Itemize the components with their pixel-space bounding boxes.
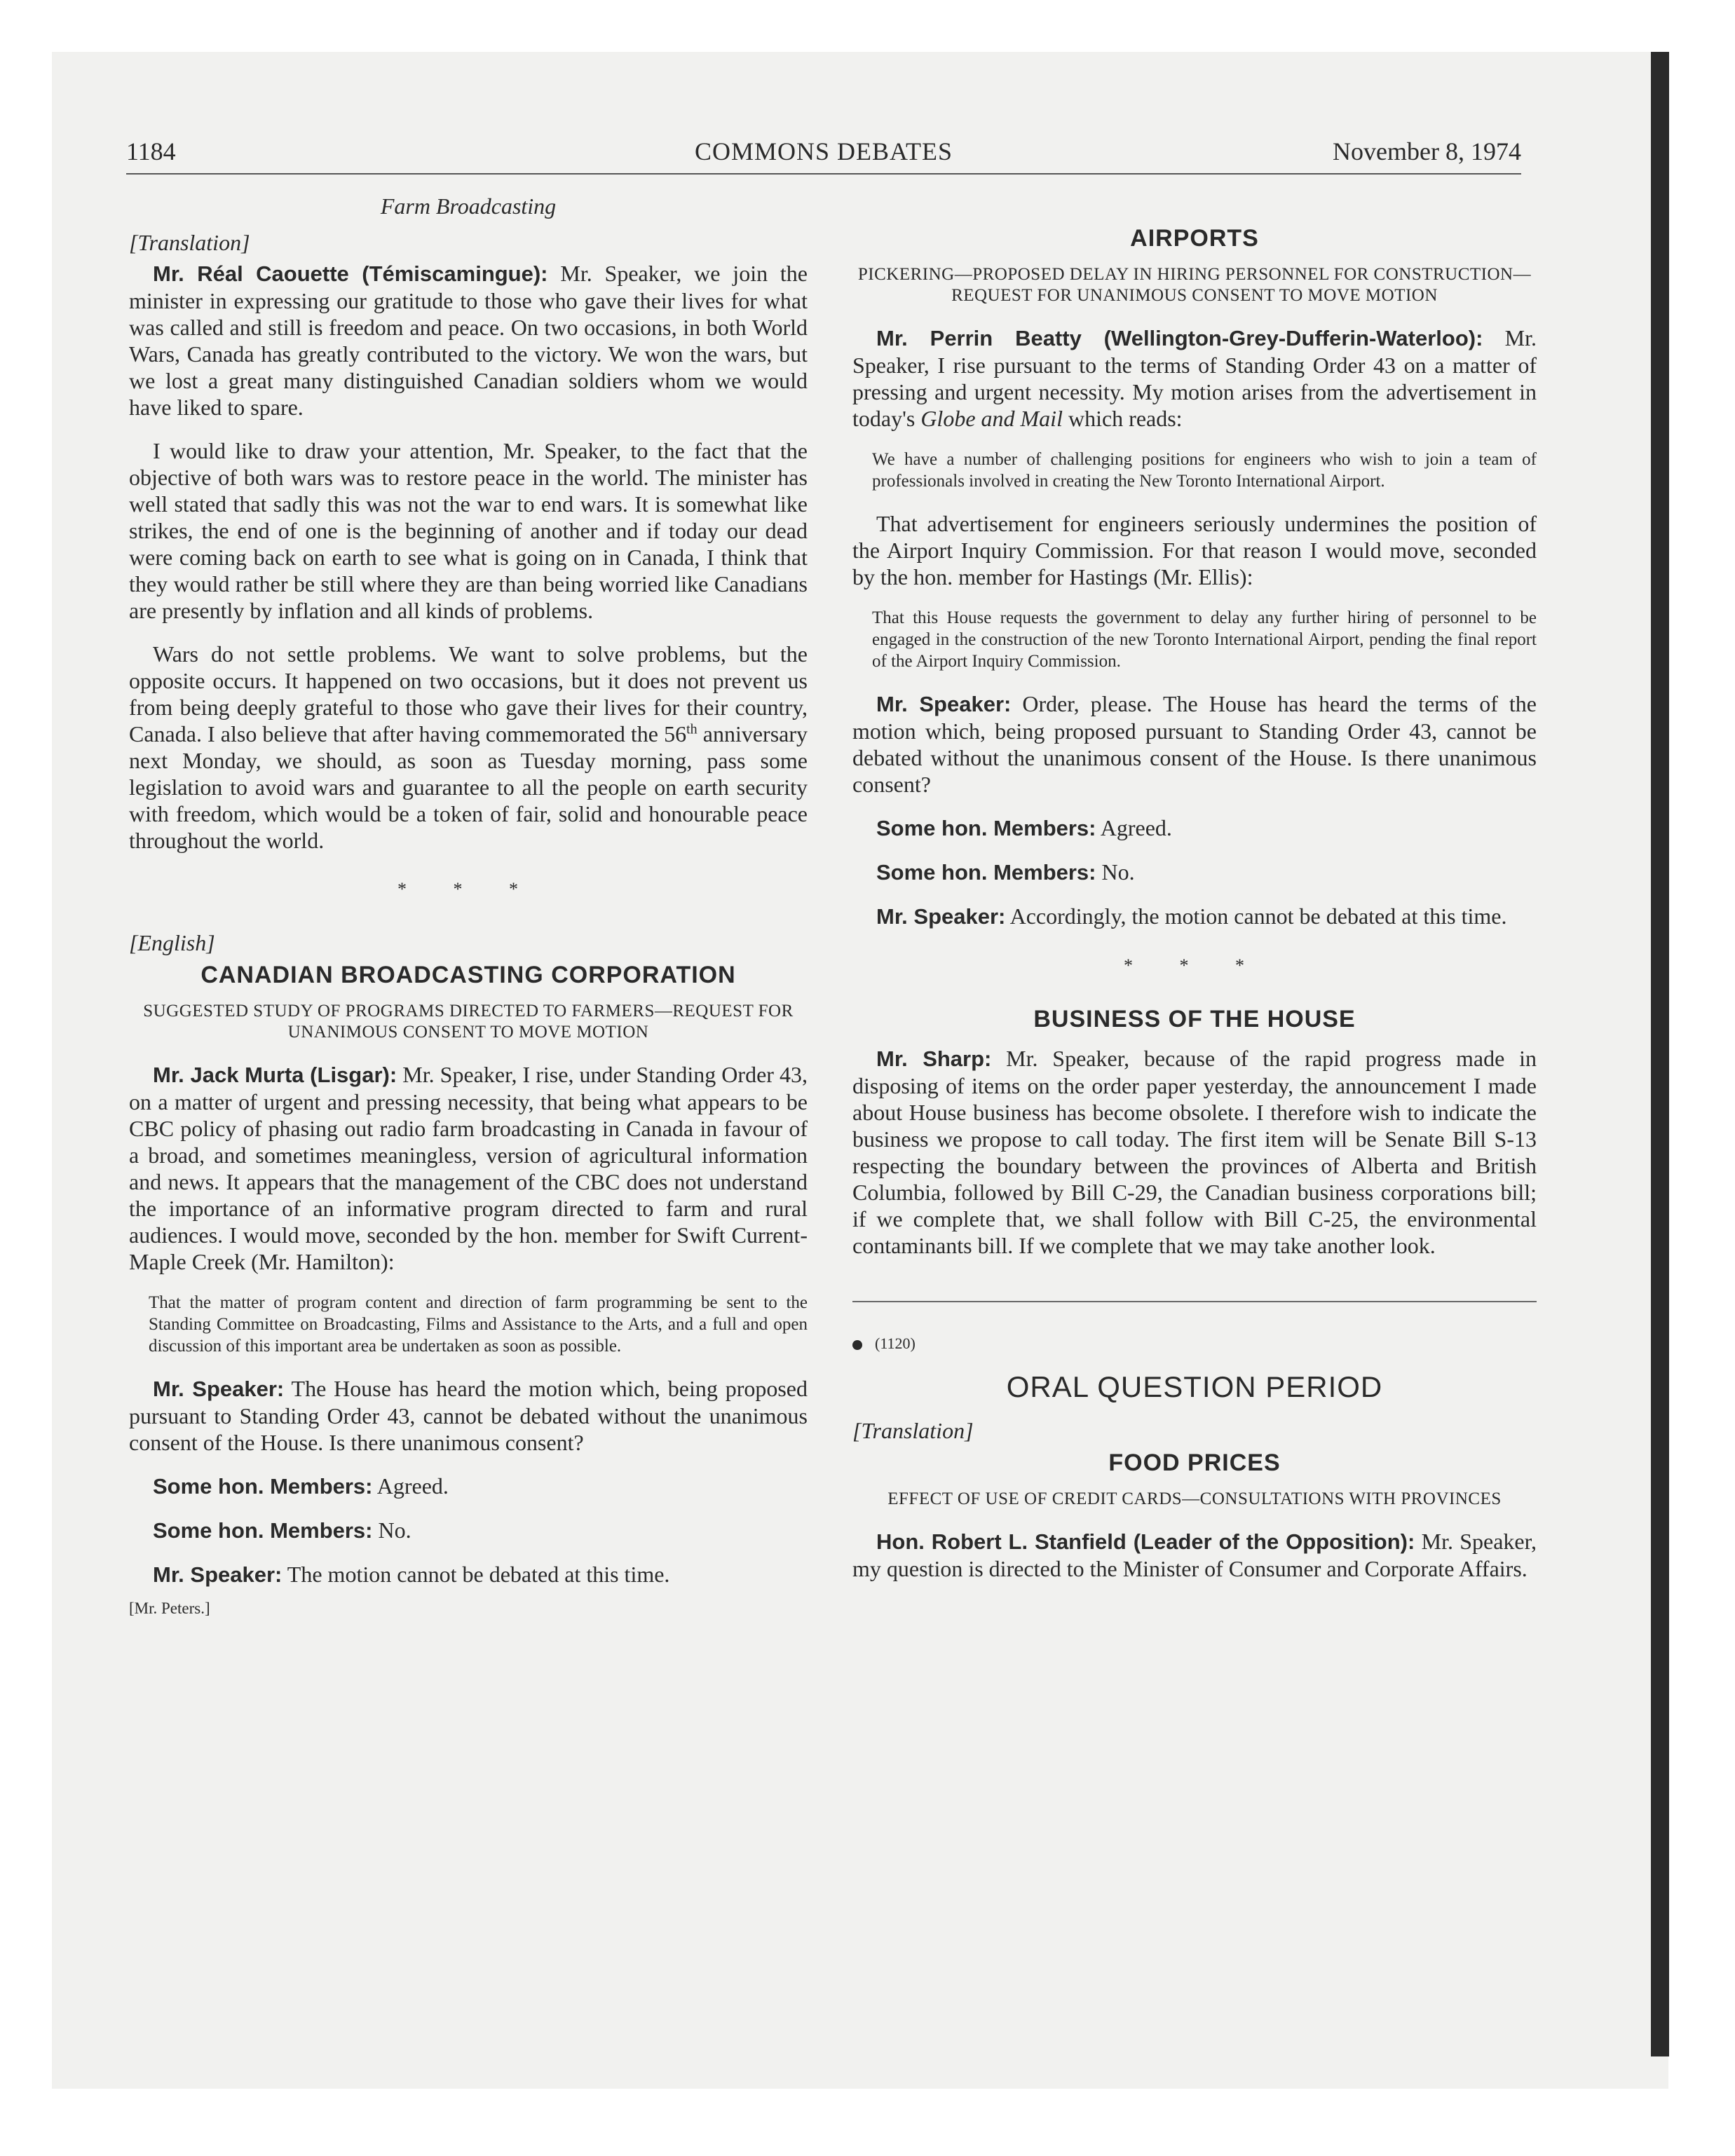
paragraph-text: Mr. Speaker, my question is directed to the Minister of Consumer and Corporate Affairs. (852, 1529, 1537, 1581)
binding-edge (1651, 52, 1669, 2056)
section-heading: FOOD PRICES (1108, 1449, 1281, 1476)
running-header (126, 137, 1521, 175)
section-heading: BUSINESS OF THE HOUSE (1033, 1006, 1356, 1032)
publication-title: COMMONS DEBATES (694, 137, 953, 165)
section-subheading: Farm Broadcasting (380, 193, 557, 219)
timecode-text: (1120) (875, 1335, 916, 1352)
footer-note: [Mr. Peters.] (129, 1599, 210, 1617)
paragraph (852, 690, 1537, 798)
paragraph-text: The motion cannot be debated at this time. (287, 1562, 670, 1587)
speaker-name: Mr. Sharp: (876, 1046, 992, 1071)
right-column (852, 193, 1537, 1599)
paragraph-text: Mr. Speaker, I rise, under Standing Order 43, on a matter of urgent and pressing necessity, that being what appears to be CBC policy of phasing out radio farm broadcasting in Canada in favour of a broad, and sometimes meaningless, version of agricultural information and news. It appears that the management of the CBC does not understand the importance of an informative program directed to farm and rural audiences. I would move, seconded by the hon. member for Swift Current-Maple Creek (Mr. Hamilton): (129, 1062, 808, 1274)
italic-text: Globe and Mail (920, 406, 1063, 431)
speaker-name: Some hon. Members: (876, 816, 1096, 840)
paragraph-text: Mr. Speaker, because of the rapid progress made in disposing of items on the order paper yesterday, the announcement I made about House business has become obsolete. I therefore wish to indicate the business we propose to call today. The first item will be Senate Bill S-13 respecting the boundary between the provinces of Alberta and British Columbia, followed by Bill C-29, the Canadian business corporations bill; if we complete that, we shall follow with Bill C-25, the environmental contaminants bill. If we complete that we may take another look. (852, 1046, 1537, 1258)
paragraph: That advertisement for engineers seriously undermines the position of the Airport Inquiry Commission. For that reason I would move, seconded by the hon. member for Hastings (Mr. Ellis): (852, 511, 1537, 589)
paragraph (129, 1561, 808, 1588)
paragraph (129, 641, 808, 854)
paragraph-text: Mr. Speaker, I rise pursuant to the terms of Standing Order 43 on a matter of pressing and urgent necessity. My motion arises from the advertisement in today's (852, 325, 1537, 431)
section-subhead: PICKERING—PROPOSED DELAY IN HIRING PERSONNEL FOR CONSTRUCTION—REQUEST FOR UNANIMOUS CONSENT TO MOVE MOTION (857, 265, 1532, 305)
paragraph-text: The House has heard the motion which, being proposed pursuant to Standing Order 43, cannot be debated without the unanimous consent of the House. Is there unanimous consent? (129, 1376, 808, 1455)
major-heading: ORAL QUESTION PERIOD (1006, 1370, 1383, 1403)
speaker-name: Mr. Perrin Beatty (Wellington-Grey-Dufferin-Waterloo): (876, 326, 1483, 350)
left-column (129, 193, 808, 1622)
speaker-name: Mr. Speaker: (153, 1562, 283, 1587)
speaker-name: Some hon. Members: (876, 860, 1096, 885)
paragraph (852, 1528, 1537, 1582)
speaker-name: Mr. Speaker: (876, 692, 1012, 716)
speaker-name: Mr. Speaker: (876, 904, 1006, 929)
horizontal-rule (852, 1301, 1537, 1302)
paragraph-text: Accordingly, the motion cannot be debated at this time. (1009, 903, 1507, 929)
speaker-name: Mr. Réal Caouette (Témiscamingue): (153, 261, 548, 286)
motion-quote: That this House requests the government to delay any further hiring of personnel to be engaged in the construction of the new Toronto International Airport, pending the final report of the Airport Inquiry Commission. (872, 608, 1537, 671)
issue-date: November 8, 1974 (1333, 137, 1521, 165)
paragraph (129, 1517, 808, 1544)
paragraph-text: anniversary next Monday, we should, as soon as Tuesday morning, pass some legislation to avoid wars and guarantee to all the people on earth security with freedom, which would be a token of fair, solid and honourable peace throughout the world. (129, 721, 808, 853)
motion-quote: That the matter of program content and direction of farm programming be sent to the Standing Committee on Broadcasting, Films and Assistance to the Arts, and a full and open discussion of this important area be undertaken as soon as possible. (149, 1293, 808, 1356)
paragraph (852, 903, 1537, 930)
advertisement-quote: We have a number of challenging positions for engineers who wish to join a team of professionals involved in creating the New Toronto International Airport. (872, 450, 1537, 491)
paragraph-text: Mr. Speaker, we join the minister in expressing our gratitude to those who gave their lives for what was called and still is freedom and peace. On two occasions, in both World Wars, Canada has greatly contributed to the victory. We won the wars, but we lost a great many distinguished Canadian soldiers whom we would have liked to spare. (129, 261, 808, 420)
timecode (852, 1330, 1537, 1357)
paragraph-text: Order, please. The House has heard the terms of the motion which, being proposed pursuant to Standing Order 43, cannot be debated without the unanimous consent of the House. Is there unanimous consent? (852, 691, 1537, 797)
paragraph (129, 260, 808, 421)
section-heading: CANADIAN BROADCASTING CORPORATION (200, 962, 736, 988)
section-subhead: EFFECT OF USE OF CREDIT CARDS—CONSULTATIONS WITH PROVINCES (887, 1489, 1502, 1508)
speaker-name: Mr. Jack Murta (Lisgar): (153, 1063, 397, 1087)
paragraph (129, 1375, 808, 1456)
paragraph (129, 1061, 808, 1275)
speaker-name: Hon. Robert L. Stanfield (Leader of the Opposition): (876, 1529, 1415, 1554)
superscript: th (686, 721, 698, 737)
section-separator: * * * (1124, 955, 1265, 976)
paragraph-text: No. (378, 1517, 411, 1543)
paragraph: I would like to draw your attention, Mr. Speaker, to the fact that the objective of both wars was to restore peace in the world. The minister has well stated that sadly this was not the war to end wars. It is somewhat like strikes, the end of one is the beginning of another and if today our dead were coming back on earth to see what is going on in Canada, I think that they would rather be still where they are than being worried like Canadians are presently by inflation and all kinds of problems. (129, 438, 808, 623)
page-number: 1184 (126, 137, 176, 165)
paragraph (852, 859, 1537, 886)
paragraph (852, 325, 1537, 432)
paragraph-text: Agreed. (376, 1473, 449, 1499)
paragraph-text: which reads: (1062, 406, 1183, 431)
language-marker: [Translation] (129, 230, 250, 255)
paragraph-text: Wars do not settle problems. We want to solve problems, but the opposite occurs. It happened on two occasions, but it does not prevent us from being deeply grateful to those who gave their lives for their country, Canada. I also believe that after having commemorated the 56 (129, 641, 808, 746)
paragraph (852, 1045, 1537, 1259)
paragraph-text: Agreed. (1100, 815, 1172, 840)
paragraph-text: No. (1101, 859, 1135, 885)
language-marker: [Translation] (852, 1418, 974, 1443)
language-marker: [English] (129, 930, 215, 955)
paragraph (129, 1473, 808, 1500)
speaker-name: Mr. Speaker: (153, 1377, 285, 1401)
speaker-name: Some hon. Members: (153, 1474, 373, 1499)
section-heading: AIRPORTS (1130, 225, 1259, 252)
paragraph (852, 814, 1537, 842)
bullet-icon (852, 1340, 862, 1350)
speaker-name: Some hon. Members: (153, 1518, 373, 1543)
section-subhead: SUGGESTED STUDY OF PROGRAMS DIRECTED TO FARMERS—REQUEST FOR UNANIMOUS CONSENT TO MOVE MOTION (143, 1002, 794, 1042)
section-separator: * * * (397, 879, 539, 899)
